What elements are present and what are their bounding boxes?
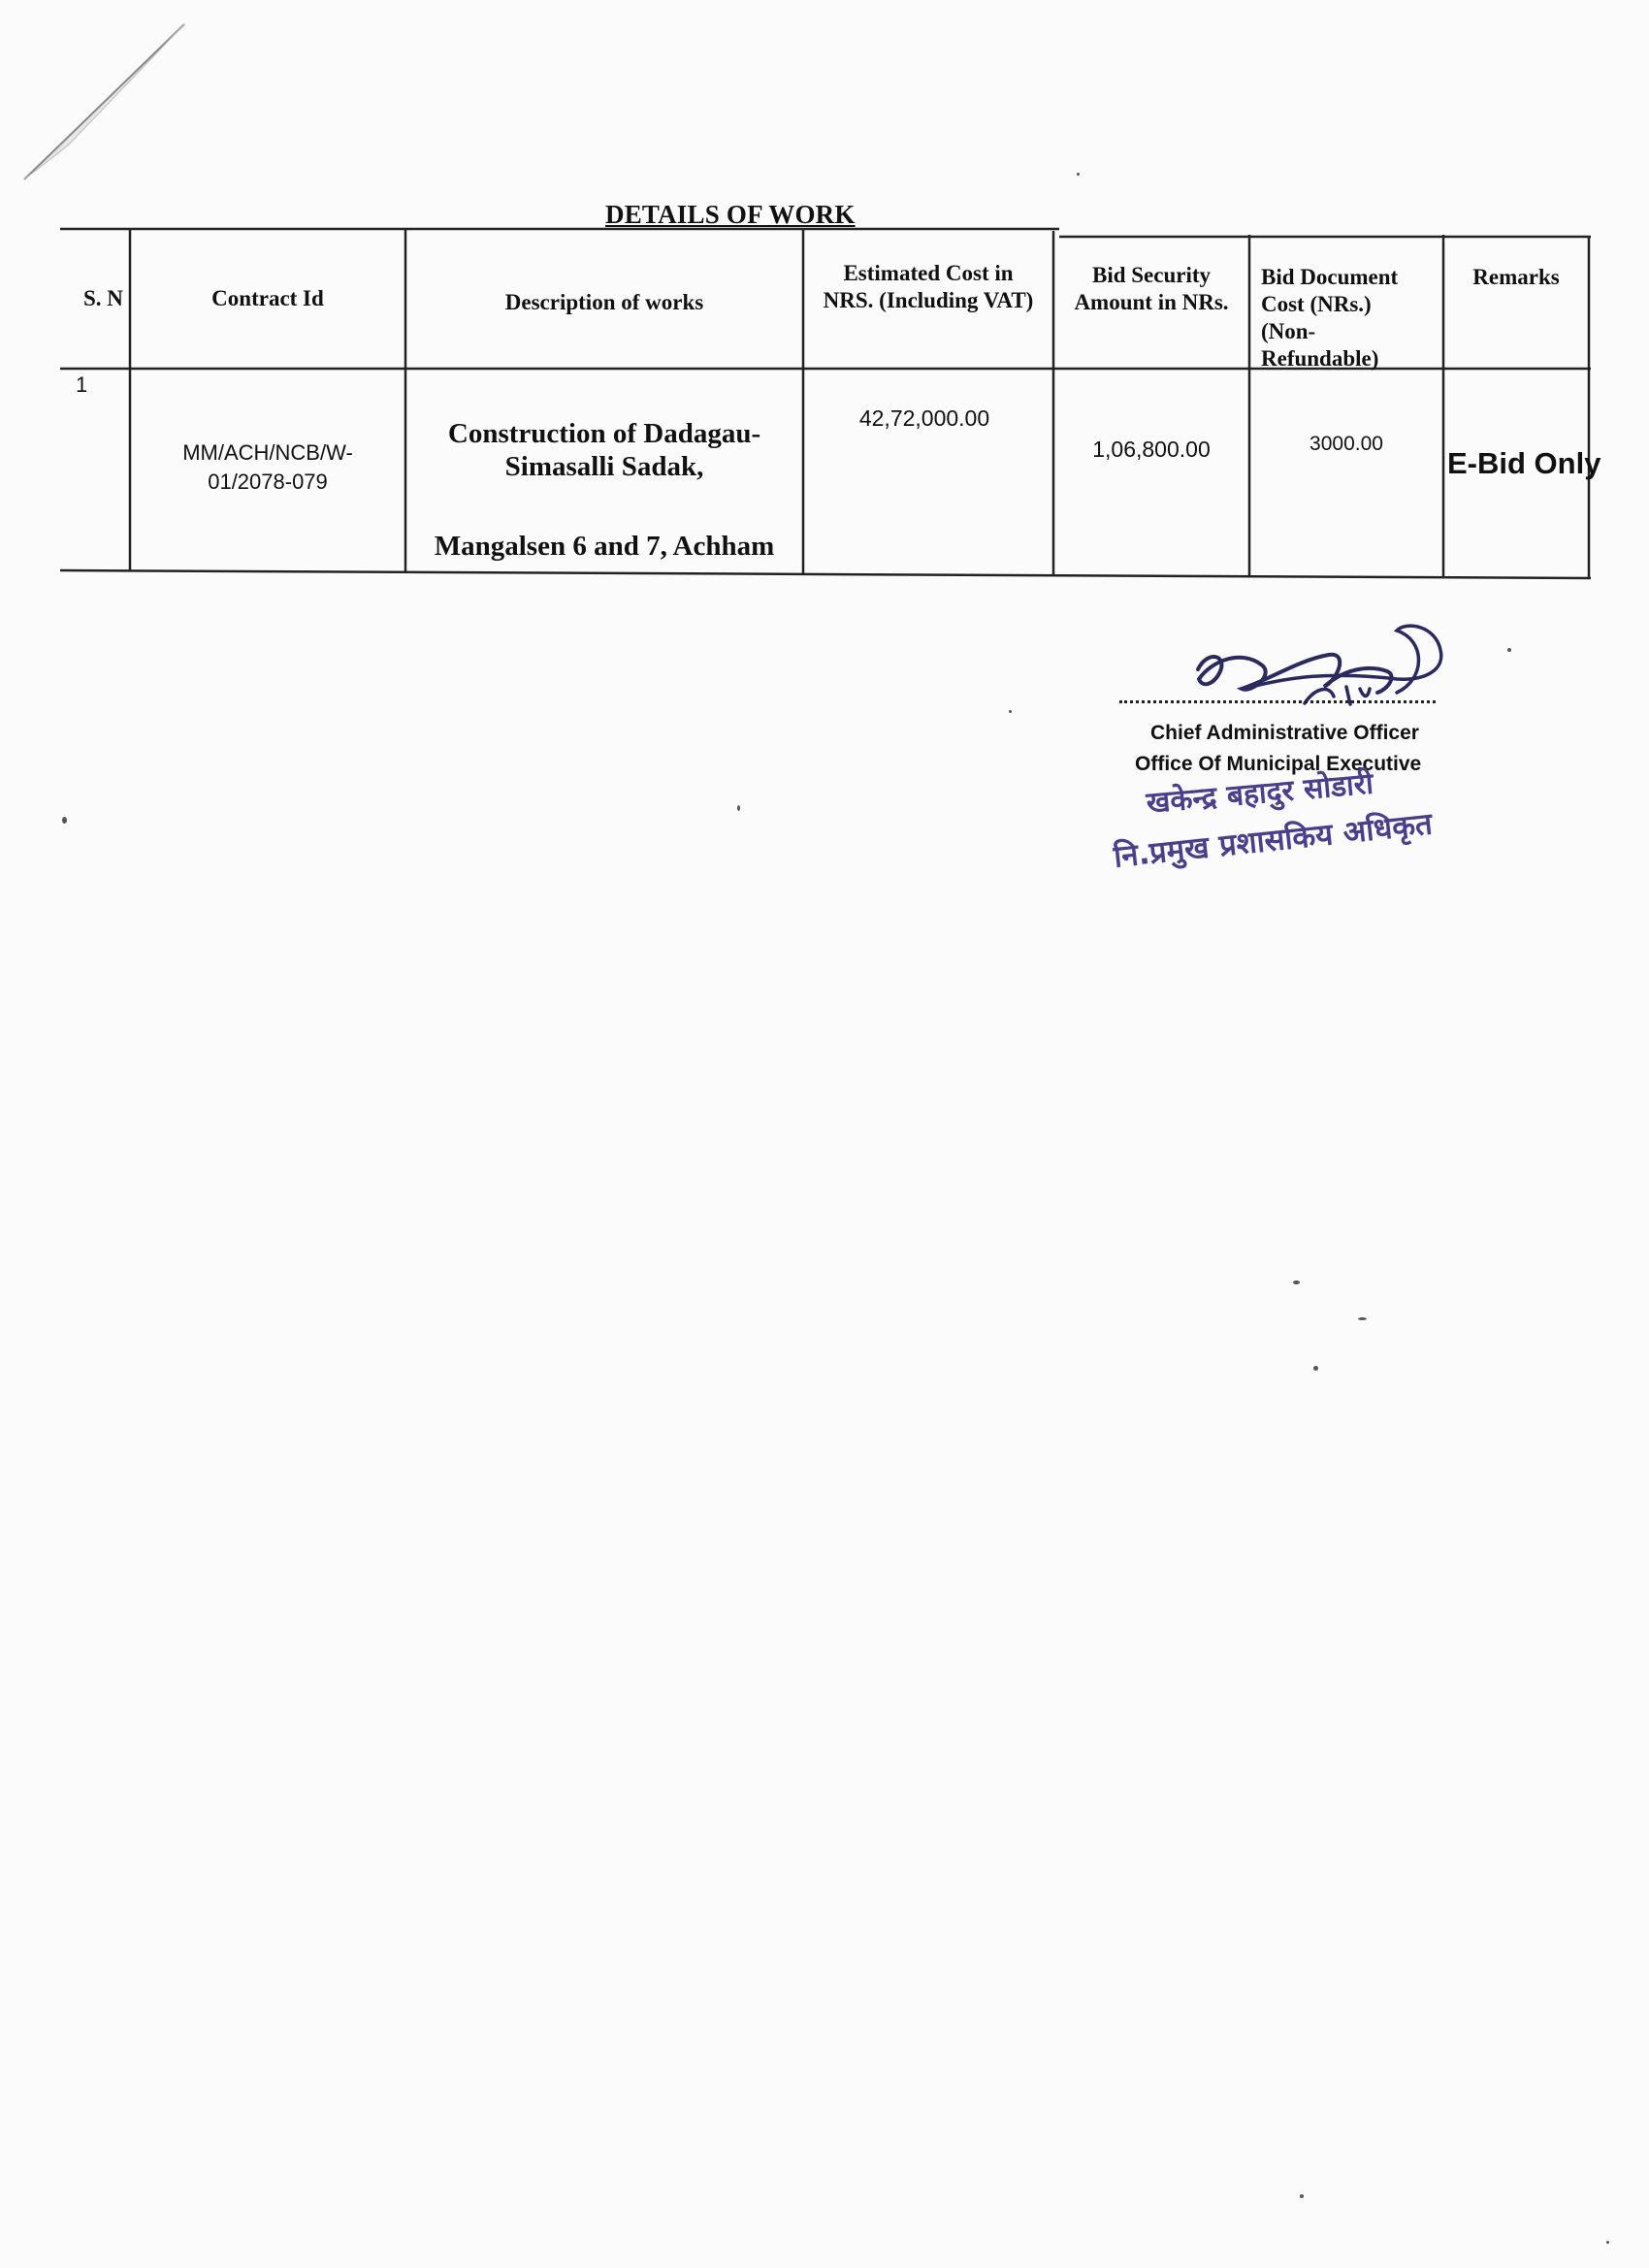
scan-speck [1293, 1280, 1300, 1284]
row-description-line3: Mangalsen 6 and 7, Achham [434, 531, 775, 562]
header-bid-doc-line4: Refundable) [1261, 346, 1379, 371]
header-description: Description of works [504, 290, 704, 314]
header-bid-security-line2: Amount in NRs. [1074, 290, 1229, 314]
header-bid-doc-line3: (Non- [1261, 319, 1316, 343]
folded-corner [0, 0, 204, 194]
header-sn: S. N [83, 286, 123, 310]
scan-speck [1300, 2194, 1304, 2198]
header-bid-doc-line2: Cost (NRs.) [1261, 292, 1372, 316]
page-title: DETAILS OF WORK [605, 200, 856, 229]
row-estimated-cost: 42,72,000.00 [858, 405, 990, 431]
details-of-work-table [60, 227, 1601, 588]
row-description-line2: Simasalli Sadak, [504, 451, 704, 482]
header-contract-id: Contract Id [211, 286, 324, 310]
header-bid-document-cost [1261, 264, 1441, 373]
row-sn: 1 [76, 373, 88, 397]
row-contract-id [130, 438, 405, 497]
row-bid-security: 1,06,800.00 [1092, 437, 1211, 462]
scan-speck [1358, 1317, 1367, 1320]
signatory-title: Chief Administrative Officer [1150, 722, 1419, 744]
scan-speck [1313, 1366, 1318, 1371]
signatory-office: Office Of Municipal Executive [1135, 753, 1422, 775]
header-bid-doc-line1: Bid Document [1261, 265, 1399, 289]
row-description [405, 417, 803, 563]
row-contract-id-line1: MM/ACH/NCB/W- [182, 440, 353, 465]
scan-speck [1009, 710, 1012, 713]
header-estimated-cost [803, 260, 1053, 314]
header-estimated-cost-line1: Estimated Cost in [843, 261, 1014, 285]
row-remarks: E-Bid Only [1447, 446, 1601, 480]
stamp-designation: नि.प्रमुख प्रशासकिय अधिकृत [1112, 806, 1435, 875]
stamp-name: खकेन्द्र बहादुर सोडारी [1145, 766, 1375, 821]
scan-speck [1606, 2241, 1609, 2244]
scan-speck [62, 817, 67, 824]
header-bid-security [1053, 262, 1249, 316]
row-description-line1: Construction of Dadagau- [447, 418, 761, 449]
row-contract-id-line2: 01/2078-079 [208, 470, 328, 494]
signature-dotted-line [1119, 700, 1436, 703]
row-bid-document-cost: 3000.00 [1310, 433, 1383, 455]
header-estimated-cost-line2: NRS. (Including VAT) [823, 288, 1034, 312]
scan-speck [1077, 173, 1080, 176]
header-bid-security-line1: Bid Security [1091, 263, 1212, 287]
scan-speck [737, 805, 740, 811]
header-remarks: Remarks [1472, 265, 1560, 289]
